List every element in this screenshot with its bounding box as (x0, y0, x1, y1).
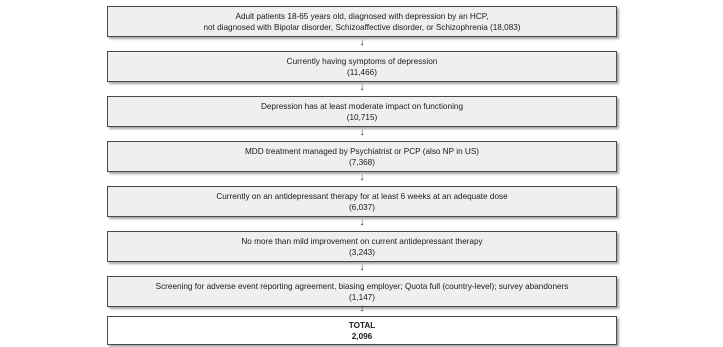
step-count: (1,147) (349, 292, 375, 302)
step-text: Screening for adverse event reporting agreement, biasing employer; Quota full (country-level); survey abandoners (155, 281, 569, 291)
step-count: (10,715) (346, 112, 378, 122)
down-arrow-icon: ↓ (359, 37, 365, 48)
step-text: No more than mild improvement on current antidepressant therapy (241, 236, 483, 246)
step-text: not diagnosed with Bipolar disorder, Schizoaffective disorder, or Schizophrenia (18,083) (203, 22, 521, 32)
step-on-antidepressant (107, 186, 617, 217)
down-arrow-icon: ↓ (359, 262, 365, 273)
step-text: MDD treatment managed by Psychiatrist or PCP (also NP in US) (244, 146, 480, 156)
step-count: (3,243) (349, 247, 375, 257)
down-arrow-icon: ↓ (359, 127, 365, 138)
down-arrow-icon: ↓ (359, 217, 365, 228)
step-text: Depression has at least moderate impact on functioning (260, 101, 464, 111)
down-arrow-icon: ↓ (359, 82, 365, 93)
step-current-symptoms (107, 51, 617, 82)
step-treatment-managed (107, 141, 617, 172)
total-box (107, 316, 617, 345)
step-mild-improvement (107, 231, 617, 262)
step-moderate-impact (107, 96, 617, 127)
step-eligible-patients (107, 6, 617, 37)
step-count: (11,466) (347, 67, 377, 77)
step-count: (6,037) (349, 202, 375, 212)
step-text: Adult patients 18-65 years old, diagnosed with depression by an HCP, (235, 11, 489, 21)
step-text: Currently having symptoms of depression (286, 56, 438, 66)
down-arrow-icon: ↓ (359, 303, 365, 314)
total-label: TOTAL (348, 320, 376, 330)
step-text: Currently on an antidepressant therapy for at least 6 weeks at an adequate dose (216, 191, 508, 201)
step-count: (7,368) (349, 157, 375, 167)
down-arrow-icon: ↓ (359, 172, 365, 183)
total-value: 2,096 (351, 331, 373, 341)
